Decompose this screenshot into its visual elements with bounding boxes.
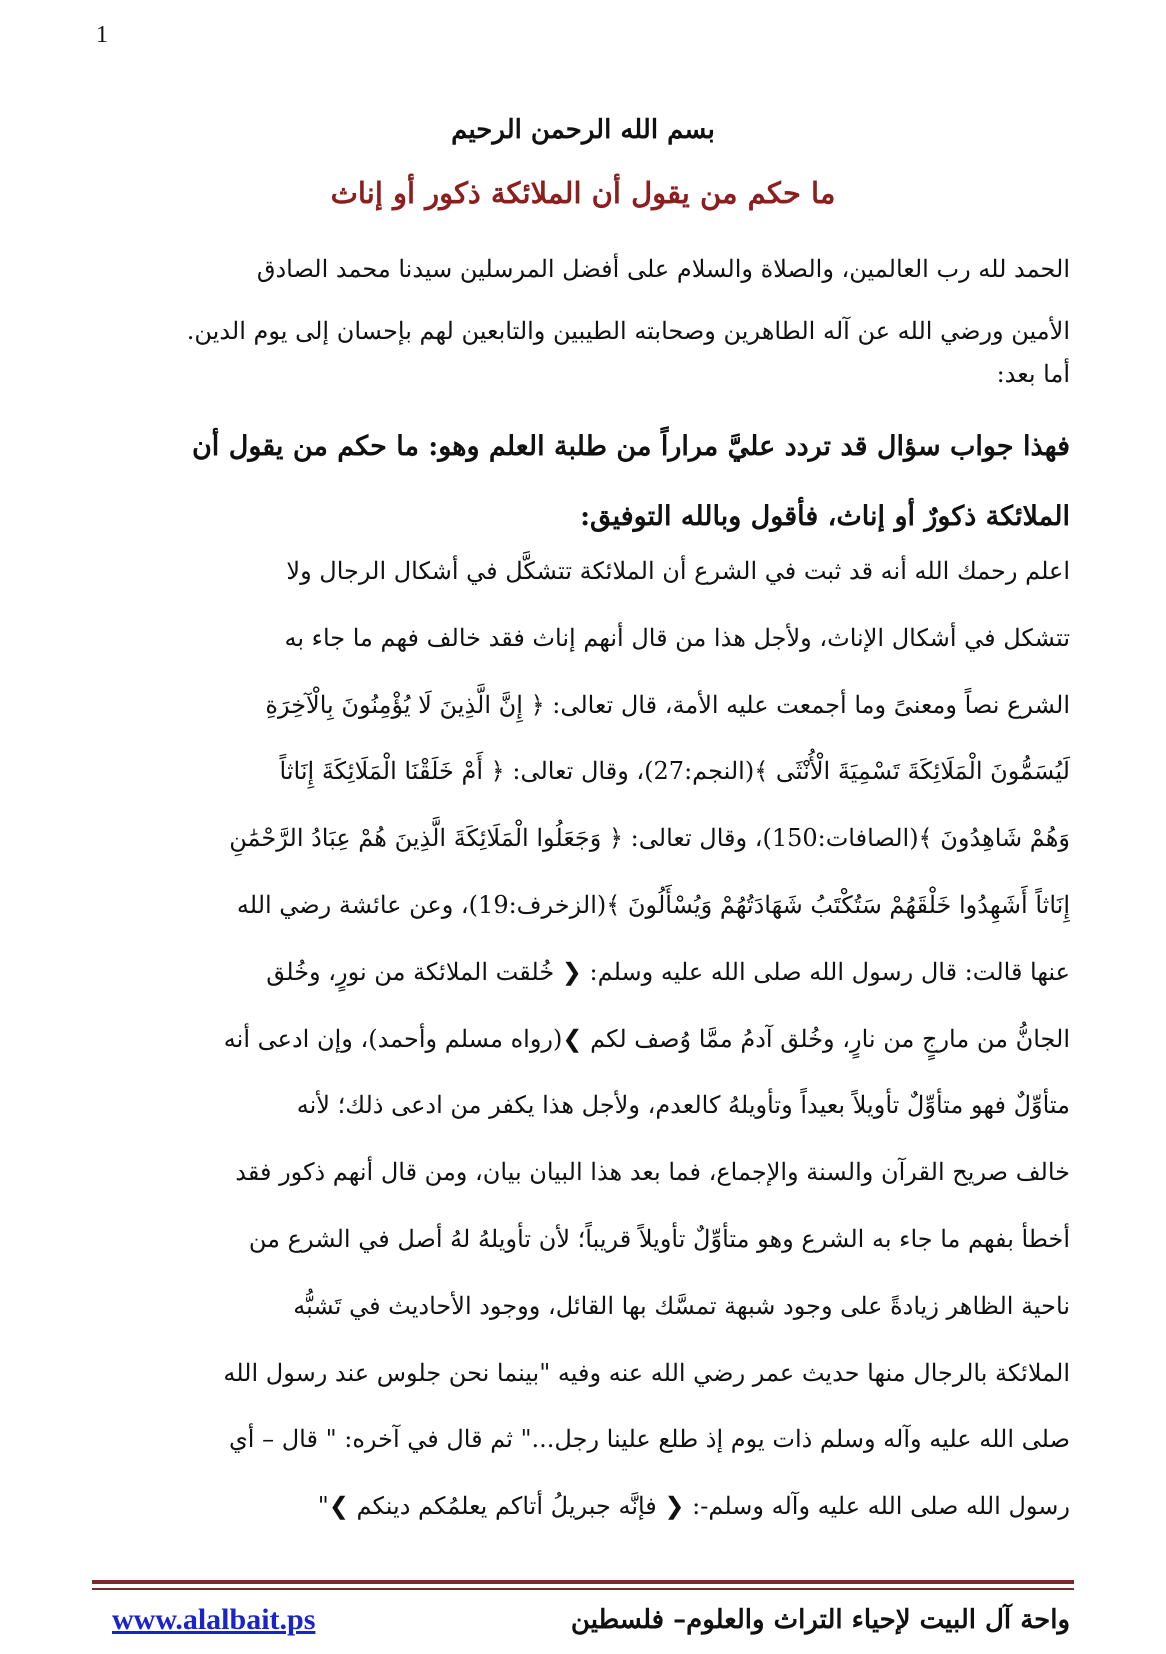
text-line: عنها قالت: قال رسول الله صلى الله عليه وسلم: ❮ خُلقت الملائكة من نورٍ، وخُلق bbox=[266, 957, 1070, 986]
organization-name: واحة آل البيت لإحياء التراث والعلوم– فلسطين bbox=[570, 1605, 1070, 1635]
text-line: متأوِّلٌ فهو متأوِّلٌ تأويلاً بعيداً وتأويلهُ كالعدم، ولأجل هذا يكفر من ادعى ذلك؛ لأنه bbox=[296, 1091, 1070, 1120]
text-line: الأمين ورضي الله عن آله الطاهرين وصحابته الطيبين والتابعين لهم بإحسان إلى يوم الدين. bbox=[186, 317, 1070, 345]
answer-paragraph bbox=[96, 538, 1070, 1540]
text-line: الشرع نصاً ومعنىً وما أجمعت عليه الأمة، قال تعالى: ﴿ إِنَّ الَّذِينَ لَا يُؤْمِنُونَ بِالْآخِرَةِ bbox=[265, 690, 1070, 719]
question-paragraph bbox=[96, 412, 1070, 552]
text-line: أخطأ بفهم ما جاء به الشرع وهو متأوِّلٌ تأويلاً قريباً؛ لأن تأويلهُ لهُ أصل في الشرع من bbox=[248, 1224, 1070, 1253]
page-title: ما حكم من يقول أن الملائكة ذكور أو إناث bbox=[330, 176, 836, 210]
text-line: لَيُسَمُّونَ الْمَلَائِكَةَ تَسْمِيَةَ الْأُنْثَى ﴾(النجم:27)، وقال تعالى: ﴿ أَمْ خَلَقْنَا الْمَلَائِكَةَ إِنَاثاً bbox=[279, 757, 1070, 786]
text-line: الجانُّ من مارجٍ من نارٍ، وخُلق آدمُ ممَّا وُصف لكم ❯(رواه مسلم وأحمد)، وإن ادعى أنه bbox=[223, 1024, 1070, 1053]
intro-paragraph bbox=[96, 238, 1070, 362]
text-line: اعلم رحمك الله أنه قد ثبت في الشرع أن الملائكة تتشكَّل في أشكال الرجال ولا bbox=[286, 557, 1070, 585]
text-line: وَهُمْ شَاهِدُونَ ﴾(الصافات:150)، وقال تعالى: ﴿ وَجَعَلُوا الْمَلَائِكَةَ الَّذِينَ هُمْ عِبَادُ الرَّحْمَٰنِ bbox=[229, 824, 1070, 853]
text-line: خالف صريح القرآن والسنة والإجماع، فما بعد هذا البيان بيان، ومن قال أنهم ذكور فقد bbox=[235, 1158, 1070, 1187]
text-line: الملائكة ذكورٌ أو إناث، فأقول وبالله التوفيق: bbox=[580, 501, 1070, 532]
website-link[interactable]: www.alalbait.ps bbox=[112, 1603, 316, 1636]
text-line: إِنَاثاً أَشَهِدُوا خَلْقَهُمْ سَتُكْتَبُ شَهَادَتُهُمْ وَيُسْأَلُونَ ﴾(الزخرف:19)، وعن عائشة رضي الله bbox=[236, 890, 1070, 919]
amma-bad-label: أما بعد: bbox=[996, 360, 1070, 388]
footer-divider bbox=[92, 1580, 1074, 1584]
text-line: رسول الله صلى الله عليه وآله وسلم-: ❮ فإنَّه جبريلُ أتاكم يعلمُكم دينكم ❯" bbox=[317, 1492, 1070, 1521]
bismillah-heading: بسم الله الرحمن الرحيم bbox=[451, 115, 715, 145]
text-line: تتشكل في أشكال الإناث، ولأجل هذا من قال أنهم إناث فقد خالف فهم ما جاء به bbox=[284, 623, 1070, 652]
footer-divider-thin bbox=[92, 1588, 1074, 1590]
text-line: ناحية الظاهر زيادةً على وجود شبهة تمسَّك بها القائل، ووجود الأحاديث في تَشبُّه bbox=[293, 1291, 1070, 1320]
text-line: الملائكة بالرجال منها حديث عمر رضي الله عنه وفيه "بينما نحن جلوس عند رسول الله bbox=[223, 1358, 1070, 1387]
page-number: 1 bbox=[96, 22, 108, 48]
text-line: الحمد لله رب العالمين، والصلاة والسلام على أفضل المرسلين سيدنا محمد الصادق bbox=[256, 255, 1070, 283]
text-line: صلى الله عليه وآله وسلم ذات يوم إذ طلع علينا رجل..." ثم قال في آخره: " قال – أي bbox=[229, 1425, 1070, 1454]
text-line: فهذا جواب سؤال قد تردد عليَّ مراراً من طلبة العلم وهو: ما حكم من يقول أن bbox=[191, 431, 1070, 462]
